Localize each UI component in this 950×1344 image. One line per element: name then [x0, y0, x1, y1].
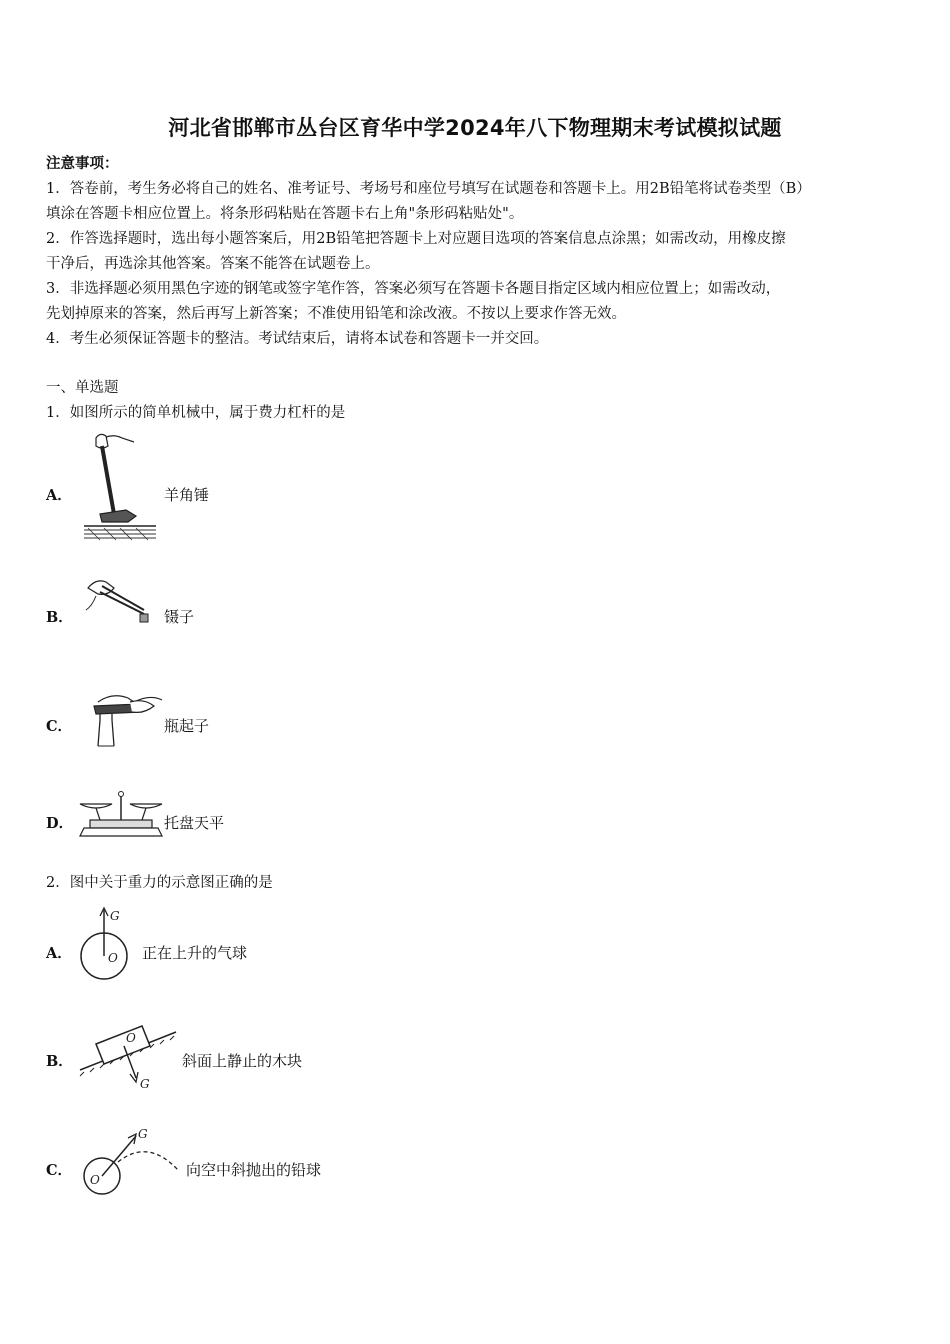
force-label-g: G — [140, 1077, 150, 1091]
q1-option-b-text: 镊子 — [164, 608, 195, 626]
q2-option-c-letter: C． — [46, 1162, 73, 1179]
q2-option-a-letter: A． — [46, 945, 72, 962]
force-label-g: G — [110, 909, 120, 923]
question-1-stem: 1．如图所示的简单机械中，属于费力杠杆的是 — [46, 405, 346, 421]
question-2-stem: 2．图中关于重力的示意图正确的是 — [46, 875, 273, 891]
q1-option-d-letter: D． — [46, 815, 74, 832]
notice-heading: 注意事项： — [46, 155, 119, 172]
q1-option-c-letter: C． — [46, 718, 73, 735]
bottle-opener-figure — [88, 688, 164, 750]
notice-line: 3．非选择题必须用黑色字迹的钢笔或签字笔作答，答案必须写在答题卡各题目指定区域内相应位置上；如需改动， — [46, 281, 781, 297]
force-label-g: G — [138, 1127, 148, 1141]
notice-line: 填涂在答题卡相应位置上。将条形码粘贴在答题卡右上角"条形码粘贴处"。 — [46, 206, 524, 222]
q2-option-b-text: 斜面上静止的木块 — [182, 1052, 303, 1070]
q2-option-c-text: 向空中斜抛出的铅球 — [186, 1161, 322, 1179]
tray-balance-figure — [76, 788, 166, 840]
q2-option-b-letter: B． — [46, 1053, 73, 1070]
notice-line: 1．答卷前，考生务必将自己的姓名、准考证号、考场号和座位号填写在试题卷和答题卡上。用2B铅笔将试卷类型（B） — [46, 181, 811, 197]
notice-line: 干净后，再选涂其他答案。答案不能答在试题卷上。 — [46, 256, 380, 272]
notice-line: 先划掉原来的答案，然后再写上新答案；不准使用铅笔和涂改液。不按以上要求作答无效。 — [46, 306, 626, 322]
center-label-o: O — [90, 1173, 100, 1187]
page-title: 河北省邯郸市丛台区育华中学2024年八下物理期末考试模拟试题 — [168, 116, 782, 140]
center-label-o: O — [108, 951, 118, 965]
q1-option-a-letter: A． — [46, 487, 72, 504]
notice-line: 2．作答选择题时，选出每小题答案后，用2B铅笔把答题卡上对应题目选项的答案信息点涂黑；如需改动，用橡皮擦 — [46, 231, 786, 247]
q1-option-a-text: 羊角锤 — [164, 486, 210, 504]
center-label-o: O — [126, 1031, 136, 1045]
q1-option-b-letter: B． — [46, 609, 73, 626]
notice-line: 4．考生必须保证答题卡的整洁。考试结束后，请将本试卷和答题卡一并交回。 — [46, 331, 549, 347]
claw-hammer-figure — [80, 430, 160, 545]
thrown-shot-put-figure — [78, 1124, 182, 1200]
section-heading: 一、单选题 — [46, 380, 119, 396]
q1-option-c-text: 瓶起子 — [164, 717, 210, 735]
tweezers-figure — [82, 574, 154, 626]
q2-option-a-text: 正在上升的气球 — [142, 944, 248, 962]
incline-block-figure — [78, 1012, 178, 1094]
rising-balloon-figure — [74, 904, 134, 984]
q1-option-d-text: 托盘天平 — [164, 814, 225, 832]
